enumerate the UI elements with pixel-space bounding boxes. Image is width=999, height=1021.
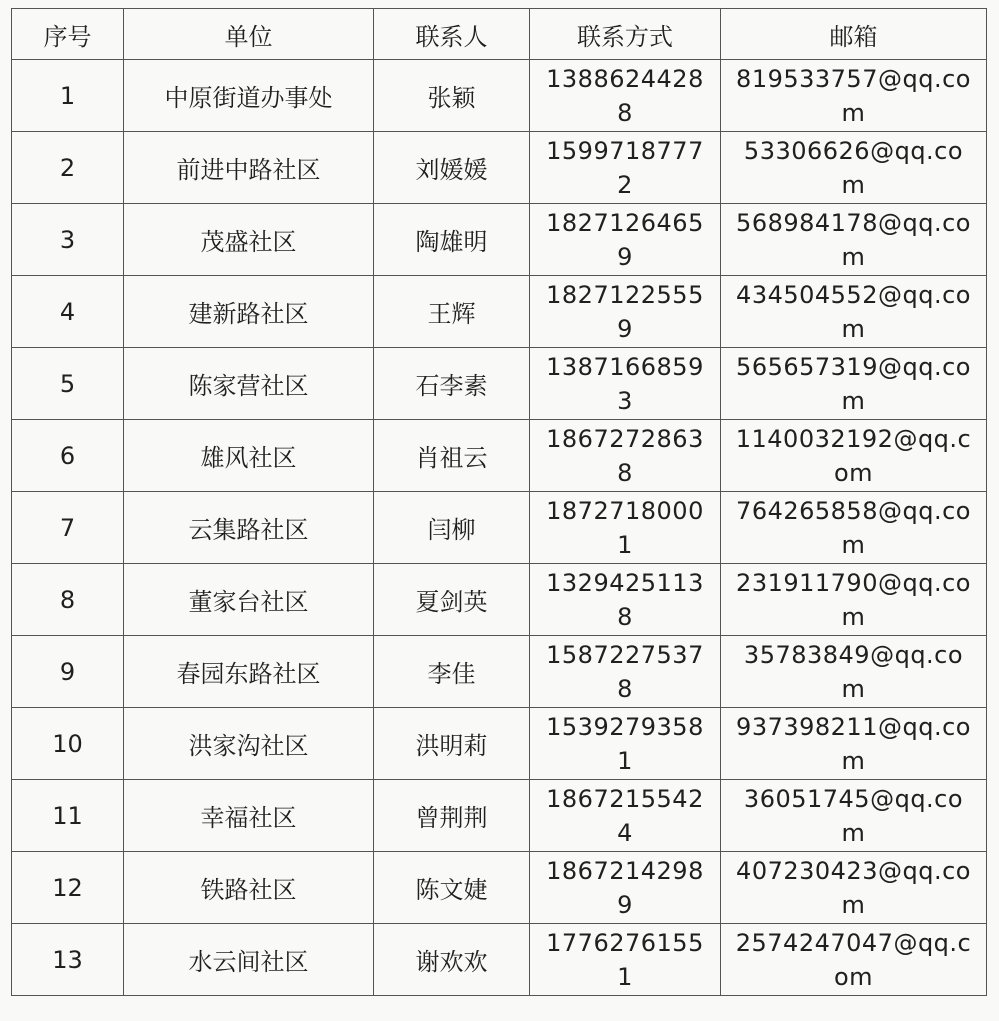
cell-phone: [530, 852, 721, 924]
email-text: 53306626@qq.com: [743, 136, 964, 199]
cell-phone: [530, 780, 721, 852]
cell-email: [721, 780, 987, 852]
cell-phone: [530, 204, 721, 276]
cell-index: 3: [12, 204, 124, 276]
email-text: 36051745@qq.com: [743, 784, 964, 847]
table-row: [12, 924, 987, 996]
cell-email: [721, 708, 987, 780]
cell-index: 12: [12, 852, 124, 924]
cell-contact-person: 陶雄明: [374, 204, 530, 276]
cell-contact-person: 张颖: [374, 60, 530, 132]
email-text: 568984178@qq.com: [736, 208, 971, 271]
cell-phone: [530, 924, 721, 996]
cell-unit: 幸福社区: [124, 780, 374, 852]
email-text: 2574247047@qq.com: [735, 928, 972, 991]
cell-email: [721, 636, 987, 708]
phone-text: 15392793581: [546, 712, 704, 775]
cell-email: [721, 204, 987, 276]
cell-index: 4: [12, 276, 124, 348]
cell-index: 2: [12, 132, 124, 204]
cell-index: 8: [12, 564, 124, 636]
cell-phone: [530, 636, 721, 708]
phone-text: 13294251138: [546, 568, 704, 631]
phone-text: 17762761551: [546, 928, 704, 991]
table-row: [12, 852, 987, 924]
cell-index: 13: [12, 924, 124, 996]
cell-contact-person: 曾荆荆: [374, 780, 530, 852]
email-text: 937398211@qq.com: [736, 712, 971, 775]
cell-unit: 水云间社区: [124, 924, 374, 996]
email-text: 565657319@qq.com: [736, 352, 971, 415]
table-row: [12, 780, 987, 852]
table-row: [12, 348, 987, 420]
cell-phone: [530, 132, 721, 204]
table-row: [12, 708, 987, 780]
phone-text: 13886244288: [546, 64, 704, 127]
cell-index: 6: [12, 420, 124, 492]
phone-text: 18727180001: [546, 496, 704, 559]
cell-phone: [530, 564, 721, 636]
cell-contact-person: 谢欢欢: [374, 924, 530, 996]
cell-phone: [530, 708, 721, 780]
cell-unit: 洪家沟社区: [124, 708, 374, 780]
cell-phone: [530, 276, 721, 348]
phone-text: 18672142989: [546, 856, 704, 919]
header-unit: 单位: [124, 9, 374, 60]
cell-contact-person: 陈文婕: [374, 852, 530, 924]
cell-email: [721, 420, 987, 492]
cell-phone: [530, 420, 721, 492]
header-phone: 联系方式: [530, 9, 721, 60]
email-text: 1140032192@qq.com: [735, 424, 972, 487]
cell-contact-person: 闫柳: [374, 492, 530, 564]
cell-unit: 春园东路社区: [124, 636, 374, 708]
email-text: 764265858@qq.com: [736, 496, 971, 559]
cell-index: 5: [12, 348, 124, 420]
cell-email: [721, 564, 987, 636]
cell-unit: 建新路社区: [124, 276, 374, 348]
cell-unit: 前进中路社区: [124, 132, 374, 204]
cell-phone: [530, 492, 721, 564]
cell-index: 9: [12, 636, 124, 708]
email-text: 434504552@qq.com: [736, 280, 971, 343]
cell-contact-person: 刘媛媛: [374, 132, 530, 204]
table-row: [12, 492, 987, 564]
table-row: [12, 60, 987, 132]
email-text: 231911790@qq.com: [736, 568, 971, 631]
header-contact-person: 联系人: [374, 9, 530, 60]
table-row: [12, 204, 987, 276]
cell-index: 1: [12, 60, 124, 132]
phone-text: 15872275378: [546, 640, 704, 703]
cell-index: 11: [12, 780, 124, 852]
cell-unit: 云集路社区: [124, 492, 374, 564]
cell-unit: 中原街道办事处: [124, 60, 374, 132]
cell-contact-person: 石李素: [374, 348, 530, 420]
table-header-row: [12, 9, 987, 60]
cell-unit: 董家台社区: [124, 564, 374, 636]
phone-text: 15997187772: [546, 136, 704, 199]
cell-unit: 铁路社区: [124, 852, 374, 924]
contact-table: [11, 8, 987, 996]
header-email: 邮箱: [721, 9, 987, 60]
cell-contact-person: 王辉: [374, 276, 530, 348]
cell-phone: [530, 60, 721, 132]
cell-unit: 茂盛社区: [124, 204, 374, 276]
cell-index: 7: [12, 492, 124, 564]
cell-email: [721, 492, 987, 564]
cell-contact-person: 肖祖云: [374, 420, 530, 492]
cell-email: [721, 60, 987, 132]
cell-contact-person: 李佳: [374, 636, 530, 708]
phone-text: 18271225559: [546, 280, 704, 343]
cell-email: [721, 132, 987, 204]
cell-unit: 雄风社区: [124, 420, 374, 492]
cell-email: [721, 852, 987, 924]
cell-email: [721, 348, 987, 420]
header-index: 序号: [12, 9, 124, 60]
cell-contact-person: 洪明莉: [374, 708, 530, 780]
table-row: [12, 276, 987, 348]
phone-text: 18672155424: [546, 784, 704, 847]
table-row: [12, 420, 987, 492]
table-row: [12, 132, 987, 204]
table-row: [12, 636, 987, 708]
email-text: 819533757@qq.com: [736, 64, 971, 127]
email-text: 35783849@qq.com: [743, 640, 964, 703]
cell-email: [721, 276, 987, 348]
cell-phone: [530, 348, 721, 420]
cell-unit: 陈家营社区: [124, 348, 374, 420]
phone-text: 18271264659: [546, 208, 704, 271]
cell-email: [721, 924, 987, 996]
cell-index: 10: [12, 708, 124, 780]
phone-text: 13871668593: [546, 352, 704, 415]
cell-contact-person: 夏剑英: [374, 564, 530, 636]
phone-text: 18672728638: [546, 424, 704, 487]
table-row: [12, 564, 987, 636]
email-text: 407230423@qq.com: [736, 856, 971, 919]
